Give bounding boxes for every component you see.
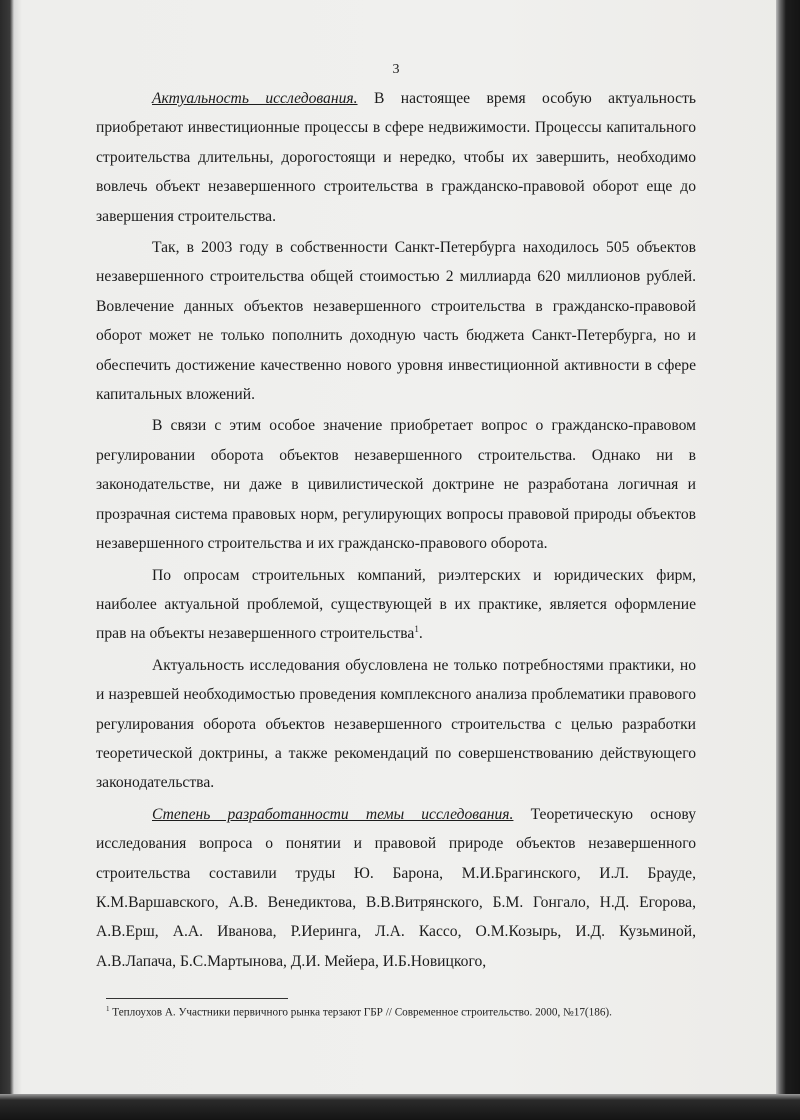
paragraph-degree-of-study xyxy=(96,800,696,976)
paragraph-text: Актуальность исследования обусловлена не только потребностями практики, но и назревшей необходимостью проведения комплексного анализа проблематики правового регулирования оборота объектов незавершенного строительства с целью разработки теоретической доктрины, а также рекомендаций по совершенствованию действующего законодательства. xyxy=(96,656,696,792)
paragraph-statistics xyxy=(96,233,696,409)
paragraph-text: В настоящее время особую актуальность приобретают инвестиционные процессы в сфере недвижимости. Процессы капитального строительства длительны, дорогостоящи и нередко, чтобы их завершить, необходимо вовлечь объект незавершенного строительства в гражданско-правовой оборот еще до завершения строительства. xyxy=(96,90,696,225)
paragraph-tail: . xyxy=(418,625,423,643)
scanner-edge-right xyxy=(776,0,800,1120)
document-page xyxy=(96,62,696,976)
paragraph-text: Так, в 2003 году в собственности Санкт-Петербурга находилось 505 объектов незавершенного строительства общей стоимостью 2 миллиарда 620 миллионов рублей. Вовлечение данных объектов незавершенного строительства в гражданско-правовой оборот может не только пополнить доходную часть бюджета Санкт-Петербурга, но и обеспечить достижение качественно нового уровня инвестиционной активности в сфере капитальных вложений. xyxy=(96,239,696,404)
scanner-edge-bottom xyxy=(0,1094,800,1120)
footnote-mark: 1 xyxy=(106,1005,110,1013)
paragraph-necessity xyxy=(96,651,696,798)
footnote-reference[interactable]: 1 xyxy=(414,624,419,635)
paragraph-text: Теоретическую основу исследования вопроса о понятии и правовой природе объектов незавершенного строительства составили труды Ю. Барона, М.И.Брагинского, И.Л. Брауде, К.М.Варшавского, А.В. Венедиктова, В.В.Витрянского, Б.М. Гонгало, Н.Д. Егорова, А.В.Ерш, А.А. Иванова, Р.Иеринга, Л.А. Кассо, О.М.Козырь, И.Д. Кузьминой, А.В.Лапача, Б.С.Мартынова, Д.И. Мейера, И.Б.Новицкого, xyxy=(96,805,696,970)
paragraph-text: В связи с этим особое значение приобретает вопрос о гражданско-правовом регулировании оборота объектов незавершенного строительства. Однако ни в законодательстве, ни даже в цивилистической доктрине не разработана логичная и прозрачная система правовых норм, регулирующих вопросы правовой природы объектов незавершенного строительства и их гражданско-правового оборота. xyxy=(96,417,696,553)
footnote-text: Теплоухов А. Участники первичного рынка терзают ГБР // Современное строительство. 2000, №17(186). xyxy=(109,1006,612,1019)
footnote-divider xyxy=(106,998,288,999)
paragraph-surveys xyxy=(96,561,696,649)
paragraph-regulation xyxy=(96,411,696,558)
paragraph-relevance xyxy=(96,84,696,231)
section-heading-degree: Степень разработанности темы исследования. xyxy=(152,805,514,823)
paragraph-text: По опросам строительных компаний, риэлтерских и юридических фирм, наиболее актуальной проблемой, существующей в их практике, является оформление прав на объекты незавершенного строительства xyxy=(96,566,696,643)
page-number: 3 xyxy=(392,62,400,77)
footnote xyxy=(106,1005,706,1019)
section-heading-relevance: Актуальность исследования. xyxy=(152,90,358,107)
